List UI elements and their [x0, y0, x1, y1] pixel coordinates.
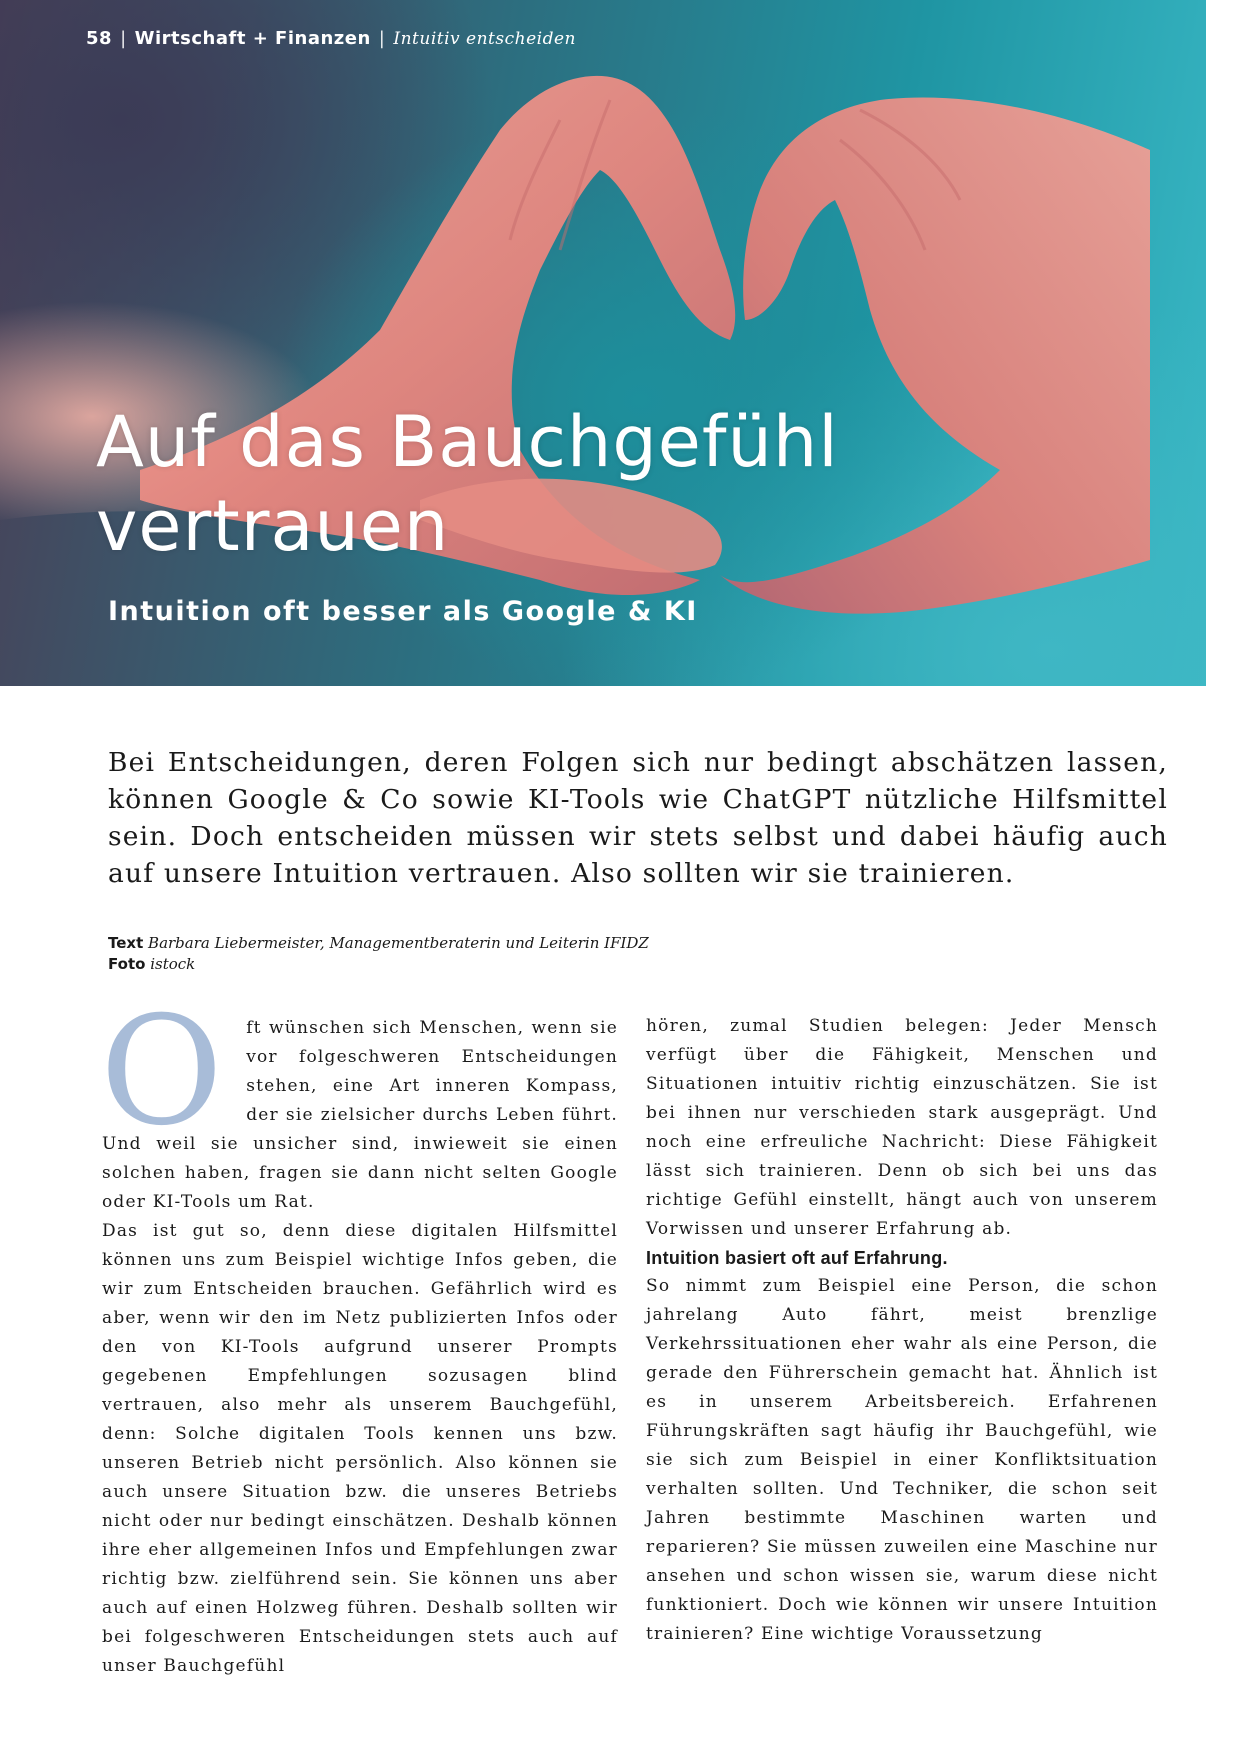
article-title: Auf das Bauchgefühl vertrauen	[96, 401, 839, 567]
body-paragraph	[100, 985, 618, 1217]
header-separator: |	[120, 28, 127, 49]
lead-paragraph: Bei Entscheidungen, deren Folgen sich nur bedingt abschätzen lassen, können Google & Co sowie KI-Tools wie ChatGPT nützliche Hilfsmittel sein. Doch entscheiden müssen wir stets selbst und dabei häufig auch auf unsere Intuition vertrauen. Also sollten wir sie trainieren.	[108, 747, 1168, 889]
text-credit	[108, 933, 649, 954]
header-separator-2: |	[378, 28, 386, 49]
page-number: 58	[86, 28, 113, 49]
section-name: Wirtschaft + Finanzen	[134, 28, 371, 49]
credits	[108, 933, 649, 975]
hero-image	[0, 0, 1206, 686]
article-subtitle: Intuition oft besser als Google & KI	[108, 596, 698, 627]
body-paragraph: hören, zumal Studien belegen: Jeder Mensch verfügt über die Fähigkeit, Menschen und Situationen intuitiv richtig einzuschätzen. Sie ist bei ihnen nur verschieden stark ausgeprägt. Und noch eine erfreuliche Nachricht: Diese Fähigkeit lässt sich trainieren. Denn ob sich bei uns das richtige Gefühl einstellt, hängt auch von unserem Vorwissen und unserer Erfahrung ab.	[646, 1016, 1158, 1239]
running-header	[86, 28, 576, 49]
body-paragraph-text: ft wünschen sich Menschen, wenn sie vor folgeschweren Entscheidungen stehen, eine Art inneren Kompass, der sie zielsicher durchs Leben führt. Und weil sie unsicher sind, inwieweit sie einen solchen haben, fragen sie dann nicht selten Google oder KI-Tools um Rat.	[102, 1018, 618, 1212]
drop-cap: O	[100, 985, 225, 1159]
subheading: Intuition basiert oft auf Erfahrung.	[646, 1248, 948, 1268]
topic-name: Intuitiv entscheiden	[393, 28, 576, 49]
photo-credit-label: Foto	[108, 955, 146, 973]
text-credit-label: Text	[108, 934, 144, 952]
body-column-left	[100, 985, 618, 1681]
body-paragraph: Das ist gut so, denn diese digitalen Hilfsmittel können uns zum Beispiel wichtige Infos geben, die wir zum Entscheiden brauchen. Gefährlich wird es aber, wenn wir den im Netz publizierten Infos oder den von KI-Tools aufgrund unserer Prompts gegebenen Empfehlungen sozusagen blind vertrauen, also mehr als unserem Bauchgefühl, denn: Solche digitalen Tools kennen uns bzw. unseren Betrieb nicht persönlich. Also können sie auch unsere Situation bzw. die unseres Betriebs nicht oder nur bedingt einschätzen. Deshalb können ihre eher allgemeinen Infos und Empfehlungen zwar richtig bzw. zielführend sein. Sie können uns aber auch auf einen Holzweg führen. Deshalb sollten wir bei folgeschweren Entscheidungen stets auch auf unser Bauchgefühl	[102, 1221, 618, 1676]
heart-hands-icon	[0, 0, 1206, 686]
photo-credit-value: istock	[150, 955, 196, 973]
photo-credit	[108, 954, 649, 975]
body-column-right	[646, 1012, 1158, 1649]
text-credit-value: Barbara Liebermeister, Managementberaterin und Leiterin IFIDZ	[148, 934, 649, 952]
body-paragraph: So nimmt zum Beispiel eine Person, die schon jahrelang Auto fährt, meist brenzlige Verkehrssituationen eher wahr als eine Person, die gerade den Führerschein gemacht hat. Ähnlich ist es in unserem Arbeitsbereich. Erfahrenen Führungskräften sagt häufig ihr Bauchgefühl, wie sie sich zum Beispiel in einer Konfliktsituation verhalten sollten. Und Techniker, die schon seit Jahren bestimmte Maschinen warten und reparieren? Sie müssen zuweilen eine Maschine nur ansehen und schon wissen sie, warum diese nicht funktioniert. Doch wie können wir unsere Intuition trainieren? Eine wichtige Voraussetzung	[646, 1276, 1158, 1644]
